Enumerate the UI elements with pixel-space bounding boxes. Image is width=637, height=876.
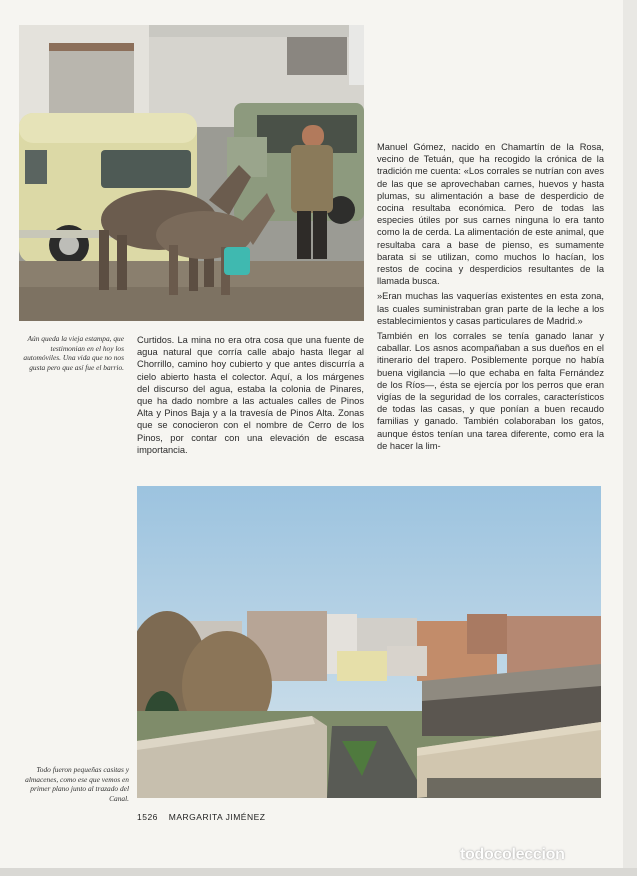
right-paragraph-2: »Eran muchas las vaquerías existentes en esta zona, las cuales suministraban gran parte de la leche a los establecimientos y casas particulares de Madrid.» [377,291,604,326]
photo1-caption: Aún queda la vieja estampa, que testimonian en el hoy los automóviles. Una vida que no nos gusta pero que así fue el barrio. [23,334,124,372]
page-folio [137,812,265,822]
watermark-logo: todocoleccion [460,846,565,863]
right-paragraph-3: También en los corrales se tenía ganado lanar y caballar. Los asnos acompañaban a sus dueños en el itinerario del trapero. Posiblemente porque no había buena vigilancia —lo que echaba en falta Fernández de los Ríos—, ésta se ejercía por los perros que eran vigías de la seguridad de los corrales, característicos de todas las casas, y que ponían a buen recaudo familias y ganado. También colaboraban los gatos, aunque éstos tenían una tarea diferente, como era la de hacer la lim- [377,331,604,451]
left-text-column [137,334,364,459]
author-name: MARGARITA JIMÉNEZ [168,812,266,822]
right-paragraph-1: Manuel Gómez, nacido en Chamartín de la Rosa, vecino de Tetuán, que ha recogido la crónica de la tradición me cuenta: «Los corrales se nutrían con aves de las que se aprovechaban carnes, huevos y hasta plumas, su alimentación a base de desperdicio de cocina resultaba económica. Pero de todas las especies útiles por sus carnes ninguna lo era tanto como la de cerda. La alimentación de este animal, que resultaba cara a base de pienso, es sumamente barata si se utilizan, como muchos lo hacían, los restos de cocina y desperdicios resultantes de la llamada busca. [377,142,604,287]
right-text-column [377,141,604,455]
page-number: 1526 [137,812,158,822]
photo-canal-buildings [137,486,601,798]
photo2-caption: Todo fueron pequeñas casitas y almacenes, como ese que vemos en primer plano junto al trazado del Canal. [25,765,129,803]
photo-donkeys-street [19,25,364,321]
bottom-strip [0,868,637,876]
left-paragraph: Curtidos. La mina no era otra cosa que una fuente de agua natural que corría calle abajo hasta llegar al Chorrillo, camino hoy cubierto y que antes discurría a cielo abierto hasta el colector. Aquí, a los márgenes del discurso del agua, estaba la colonia de Pinares, que ha dado nombre a las actuales calles de Pinos Alta y Pinos Baja y a la travesía de Pinos Alta. Zonas que se conocieron con el nombre de Cerro de los Pinos, por contar con una elevación de escasa importancia. [137,335,364,455]
